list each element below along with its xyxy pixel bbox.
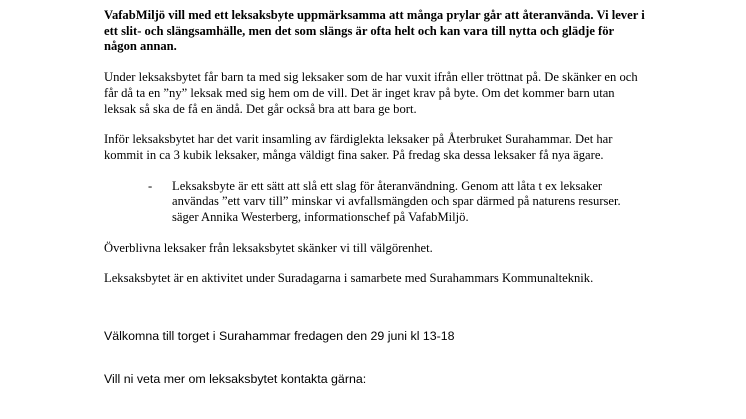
- bullet-dash: -: [148, 178, 153, 193]
- collection-paragraph: Inför leksaksbytet har det varit insamling av färdiglekta leksaker på Återbruket Surahammar. Det har kommit in ca 3 kubik leksaker, många väldigt fina saker. På fredag ska dessa leksaker få nya ägare.: [104, 132, 613, 162]
- event-paragraph: Leksaksbytet är en aktivitet under Suradagarna i samarbete med Surahammars Kommunalteknik.: [104, 271, 594, 286]
- invitation-line: Välkomna till torget i Surahammar fredagen den 29 juni kl 13-18: [104, 329, 455, 344]
- charity-paragraph: Överblivna leksaker från leksaksbytet skänker vi till välgörenhet.: [104, 240, 433, 255]
- quote-text: Leksaksbyte är ett sätt att slå ett slag för återanvändning. Genom att låta t ex leksaker användas ”ett varv till” minskar vi avfallsmängden och spar därmed på naturens resurser. säger Annika Westerberg, informationschef på VafabMiljö.: [172, 178, 621, 225]
- contact-line: Vill ni veta mer om leksaksbytet kontakta gärna:: [104, 372, 367, 387]
- intro-paragraph: VafabMiljö vill med ett leksaksbyte uppmärksamma att många prylar går att återanvända. Vi lever i ett slit- och slängsamhälle, men det som slängs är ofta helt och kan vara till nytta och glädje för någon annan.: [104, 8, 645, 54]
- rules-paragraph: Under leksaksbytet får barn ta med sig leksaker som de har vuxit ifrån eller tröttnat på. De skänker en och får då ta en ”ny” leksak med sig hem om de vill. Det är inget krav på byte. Om det kommer barn utan leksak så ska de få en ändå. Det går också bra att bara ge bort.: [104, 70, 638, 116]
- quote-list-item: [104, 179, 648, 226]
